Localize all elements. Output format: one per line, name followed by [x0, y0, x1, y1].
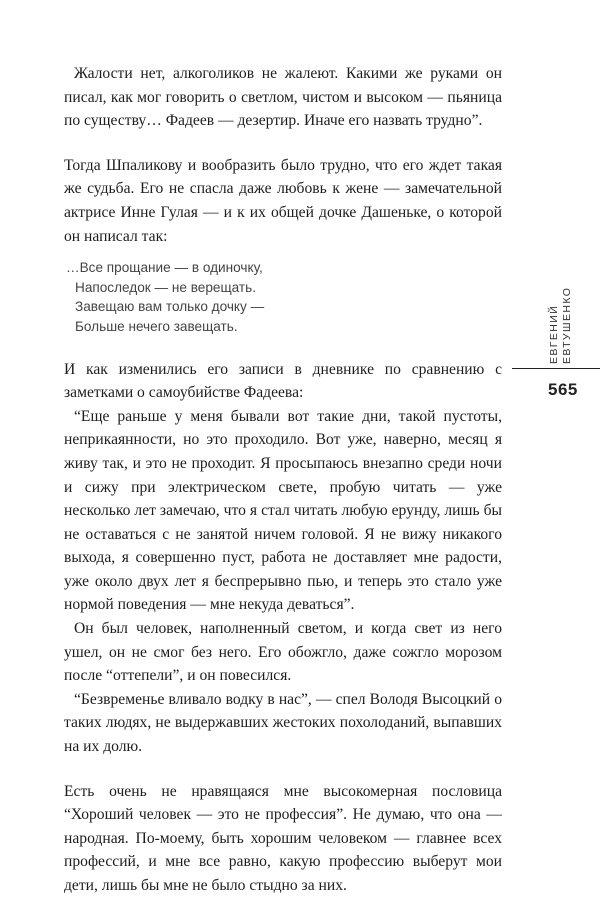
- paragraph-diary-intro: И как изменились его записи в дневнике по сравнению с заметками о самоубийстве Фадеева:: [64, 360, 502, 402]
- main-text-column: [64, 62, 502, 898]
- poem-line: …Все прощание — в одиночку,: [66, 260, 263, 276]
- paragraph-light: Он был человек, наполненный светом, и когда свет из него ушел, он не смог без него. Его обожгло, даже сожгло морозом после “оттепели”, и он повесился.: [64, 620, 502, 685]
- paragraph-diary-quote: “Еще раньше у меня бывали вот такие дни, такой пустоты, неприкаянности, но это проходило. Вот уже, наверно, месяц я живу так, и это не проходит. Я просыпаюсь внезапно среди ночи и сижу при электрическом свете, пробую читать — уже несколько лет замечаю, что я стал читать любую ерунду, лишь бы не оставаться с не занятой ничем головой. Я не вижу никакого выхода, я совершенно пуст, работа не доставляет мне радости, уже около двух лет я беспрерывно пью, и теперь это стало уже нормой поведения — мне некуда деваться”.: [64, 407, 502, 614]
- running-head-author: [540, 286, 600, 372]
- author-first-name: ЕВГЕНИЙ: [548, 304, 560, 364]
- paragraph-proverb: Есть очень не нравящаяся мне высокомерная пословица “Хороший человек — это не профессия”. Не думаю, что она — народная. По-моему, быть хорошим человеком — главнее всех профессий, и мне все равно, какую профессию выберут мои дети, лишь бы мне не было стыдно за них.: [64, 782, 502, 894]
- poem-line: Напоследок — не верещать.: [75, 279, 256, 295]
- running-head-divider: [512, 368, 600, 369]
- poem-line: Завещаю вам только дочку —: [75, 299, 265, 315]
- poem-block: [66, 258, 502, 336]
- author-last-name: ЕВТУШЕНКО: [561, 286, 573, 364]
- poem-line: Больше нечего завещать.: [75, 318, 238, 334]
- paragraph-vysotsky: “Безвременье вливало водку в нас”, — спел Володя Высоцкий о таких людях, не выдержавших жестоких похолоданий, выпавших на их долю.: [64, 690, 502, 756]
- paragraph-shpalikov-fate: Тогда Шпаликову и вообразить было трудно, что его ждет такая же судьба. Его не спасла даже любовь к жене — замечательной актрисе Инне Гулая — и к их общей дочке Дашеньке, о которой он написал так:: [64, 156, 502, 245]
- page-number: 565: [548, 380, 578, 399]
- paragraph-quote-end: Жалости нет, алкоголиков не жалеют. Какими же руками он писал, как мог говорить о светлом, чистом и высоком — пьяница по существу… Фадеев — дезертир. Иначе его назвать трудно”.: [64, 65, 502, 130]
